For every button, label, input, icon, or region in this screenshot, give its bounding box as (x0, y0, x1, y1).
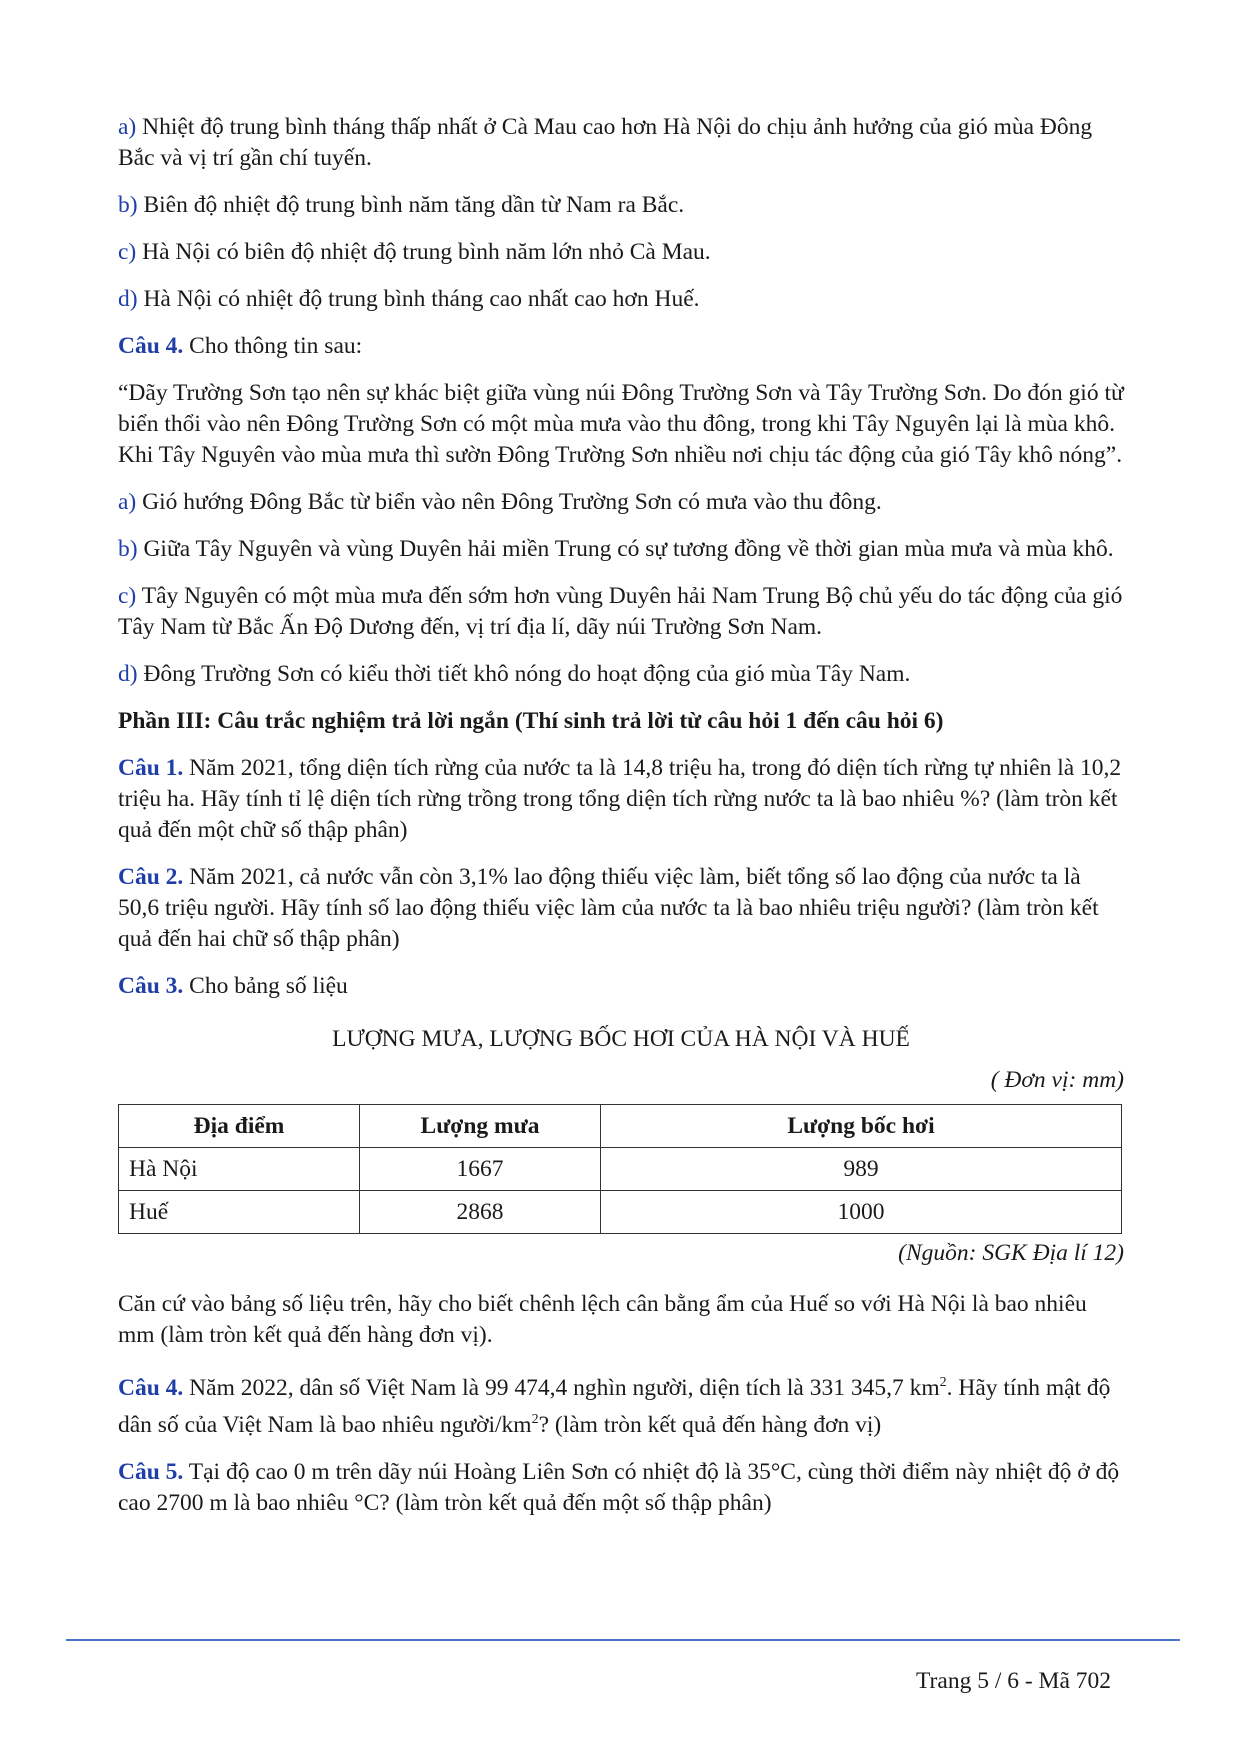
option-label: a) (118, 114, 137, 140)
question-text: Cho thông tin sau: (189, 333, 363, 359)
part3-question-4 (118, 1367, 1124, 1441)
table-cell: 1000 (601, 1191, 1122, 1234)
part3-question-3 (118, 971, 1124, 1002)
option-text: Đông Trường Sơn có kiểu thời tiết khô nóng do hoạt động của gió mùa Tây Nam. (143, 661, 911, 687)
option-label: c) (118, 583, 137, 609)
table-cell: Huế (119, 1191, 360, 1234)
part3-question-5 (118, 1457, 1124, 1519)
table-header-cell: Lượng mưa (360, 1105, 601, 1148)
question-label: Câu 5. (118, 1458, 184, 1485)
question-label: Câu 2. (118, 864, 184, 890)
table-cell: 2868 (360, 1191, 601, 1234)
table-header-cell: Lượng bốc hơi (601, 1105, 1122, 1148)
q4-option-a (118, 487, 1124, 518)
option-text: Biên độ nhiệt độ trung bình năm tăng dần từ Nam ra Bắc. (143, 192, 685, 218)
option-text: Hà Nội có nhiệt độ trung bình tháng cao nhất cao hơn Huế. (143, 286, 700, 312)
table-cell: 989 (601, 1148, 1122, 1191)
q4-option-c (118, 581, 1124, 643)
question-text: Năm 2021, cả nước vẫn còn 3,1% lao động thiếu việc làm, biết tổng số lao động của nước ta là 50,6 triệu người. Hãy tính số lao động thiếu việc làm của nước ta là bao nhiêu triệu người? (làm tròn kết quả đến hai chữ số thập phân) (118, 864, 1099, 952)
question-text: ? (làm tròn kết quả đến hàng đơn vị) (538, 1411, 882, 1438)
page-number: Trang 5 / 6 - Mã 702 (916, 1668, 1111, 1694)
page-content (118, 112, 1124, 1535)
q3-option-b (118, 190, 1124, 221)
superscript: 2 (939, 1375, 947, 1390)
q3-option-c (118, 237, 1124, 268)
table-cell: Hà Nội (119, 1148, 360, 1191)
part3-question-2 (118, 862, 1124, 955)
q4-option-d (118, 659, 1124, 690)
question-label: Câu 3. (118, 973, 184, 999)
question-label: Câu 1. (118, 755, 184, 781)
part3-question-1 (118, 753, 1124, 846)
question-text: Năm 2021, tổng diện tích rừng của nước ta là 14,8 triệu ha, trong đó diện tích rừng tự nhiên là 10,2 triệu ha. Hãy tính tỉ lệ diện tích rừng trồng trong tổng diện tích rừng nước ta là bao nhiêu %? (làm tròn kết quả đến một chữ số thập phân) (118, 755, 1122, 843)
table-header-row (119, 1105, 1122, 1148)
superscript: 2 (531, 1411, 539, 1427)
part3-question-3-prompt: Căn cứ vào bảng số liệu trên, hãy cho biết chênh lệch cân bằng ẩm của Huế so với Hà Nội là bao nhiêu mm (làm tròn kết quả đến hàng đơn vị). (118, 1291, 1087, 1348)
footer-divider (66, 1639, 1180, 1641)
option-label: b) (118, 536, 138, 562)
question-4-header (118, 331, 1124, 362)
question-text: . Hãy tính mật độ dân số của Việt Nam là bao nhiêu người/km (118, 1374, 1111, 1438)
option-text: Nhiệt độ trung bình tháng thấp nhất ở Cà Mau cao hơn Hà Nội do chịu ảnh hưởng của gió mùa Đông Bắc và vị trí gần chí tuyến. (118, 114, 1093, 171)
question-text: Cho bảng số liệu (189, 973, 348, 999)
part-3-heading: Phần III: Câu trắc nghiệm trả lời ngắn (Thí sinh trả lời từ câu hỏi 1 đến câu hỏi 6) (118, 708, 944, 734)
option-label: c) (118, 239, 137, 265)
table-source: (Nguồn: SGK Địa lí 12) (898, 1240, 1124, 1266)
question-text: Năm 2022, dân số Việt Nam là 99 474,4 nghìn người, diện tích là 331 345,7 km (189, 1374, 940, 1401)
option-label: d) (118, 286, 138, 312)
q3-option-a (118, 112, 1124, 174)
table-row (119, 1191, 1122, 1234)
table-header-cell: Địa điểm (119, 1105, 360, 1148)
question-text: Tại độ cao 0 m trên dãy núi Hoàng Liên Sơn có nhiệt độ là 35°C, cùng thời điểm này nhiệt độ ở độ cao 2700 m là bao nhiêu °C? (làm tròn kết quả đến một số thập phân) (118, 1458, 1120, 1516)
question-4-quote: “Dãy Trường Sơn tạo nên sự khác biệt giữa vùng núi Đông Trường Sơn và Tây Trường Sơn. Do đón gió từ biển thổi vào nên Đông Trường Sơn có một mùa mưa vào thu đông, trong khi Tây Nguyên lại là mùa khô. Khi Tây Nguyên vào mùa mưa thì sườn Đông Trường Sơn nhiều nơi chịu tác động của gió Tây khô nóng”. (118, 380, 1124, 468)
table-row (119, 1148, 1122, 1191)
q4-option-b (118, 534, 1124, 565)
table-title: LƯỢNG MƯA, LƯỢNG BỐC HƠI CỦA HÀ NỘI VÀ HUẾ (332, 1026, 910, 1052)
option-label: a) (118, 489, 137, 515)
option-text: Tây Nguyên có một mùa mưa đến sớm hơn vùng Duyên hải Nam Trung Bộ chủ yếu do tác động của gió Tây Nam từ Bắc Ấn Độ Dương đến, vị trí địa lí, dãy núi Trường Sơn Nam. (118, 583, 1123, 640)
question-label: Câu 4. (118, 1374, 184, 1401)
table-unit: ( Đơn vị: mm) (990, 1067, 1124, 1093)
data-table (118, 1104, 1122, 1234)
option-text: Gió hướng Đông Bắc từ biển vào nên Đông Trường Sơn có mưa vào thu đông. (142, 489, 882, 515)
table-cell: 1667 (360, 1148, 601, 1191)
option-text: Giữa Tây Nguyên và vùng Duyên hải miền Trung có sự tương đồng về thời gian mùa mưa và mùa khô. (143, 536, 1114, 562)
option-label: b) (118, 192, 138, 218)
question-label: Câu 4. (118, 333, 184, 359)
option-label: d) (118, 661, 138, 687)
option-text: Hà Nội có biên độ nhiệt độ trung bình năm lớn nhỏ Cà Mau. (142, 239, 711, 265)
q3-option-d (118, 284, 1124, 315)
